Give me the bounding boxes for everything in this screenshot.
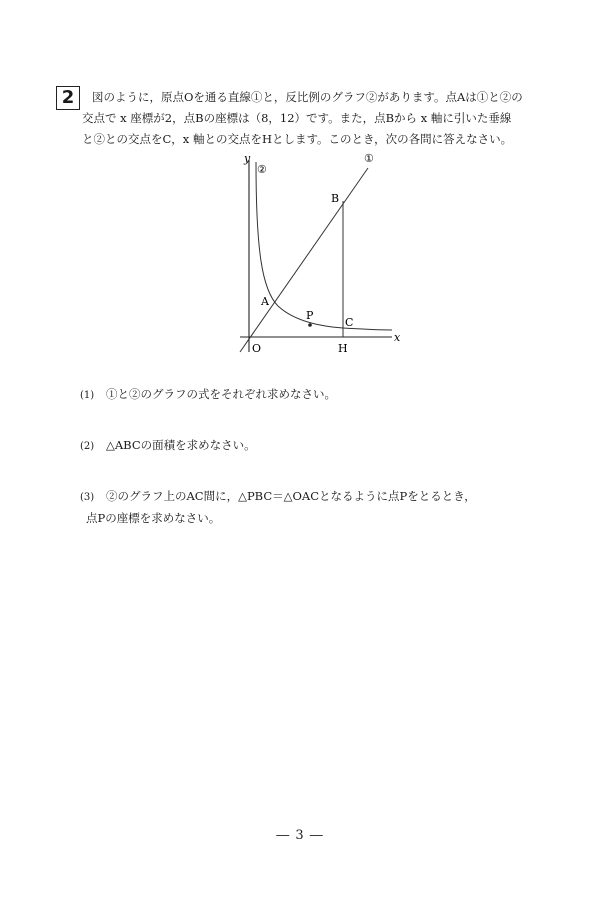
label-graph-2: ② <box>257 163 267 176</box>
question-3 <box>80 486 476 528</box>
label-c: C <box>345 316 354 329</box>
question-2-mark: (2) <box>80 441 95 452</box>
question-1-mark: (1) <box>80 390 95 401</box>
question-3-text-2: 点Pの座標を求めなさい。 <box>86 511 221 525</box>
question-2 <box>80 435 256 457</box>
page-number: ― 3 ― <box>276 828 324 843</box>
intro-line-1: 図のように，原点Oを通る直線①と，反比例のグラフ②があります。点Aは①と②の <box>92 90 523 104</box>
label-line-1: ① <box>364 152 374 165</box>
question-1-text: ①と②のグラフの式をそれぞれ求めなさい。 <box>106 387 336 401</box>
question-3-text-1: ②のグラフ上のAC間に，△PBC＝△OACとなるように点Pをとるとき， <box>106 489 476 503</box>
label-h: H <box>338 342 348 355</box>
label-x: x <box>394 331 401 344</box>
label-p: P <box>306 309 314 322</box>
intro-line-2: 交点で x 座標が2，点Bの座標は（8，12）です。また，点Bから x 軸に引いた垂線 <box>82 111 512 125</box>
problem-number: 2 <box>56 86 80 110</box>
point-p <box>308 323 312 327</box>
intro-line-3: と②との交点をC，x 軸との交点をHとします。このとき，次の各問に答えなさい。 <box>82 132 513 146</box>
label-y: y <box>244 152 251 165</box>
question-1 <box>80 384 336 406</box>
graph-2 <box>256 162 392 330</box>
label-b: B <box>331 192 340 205</box>
question-3-mark: (3) <box>80 492 95 503</box>
question-2-text: △ABCの面積を求めなさい。 <box>106 438 256 452</box>
label-a: A <box>261 295 269 308</box>
label-o: O <box>252 342 262 355</box>
